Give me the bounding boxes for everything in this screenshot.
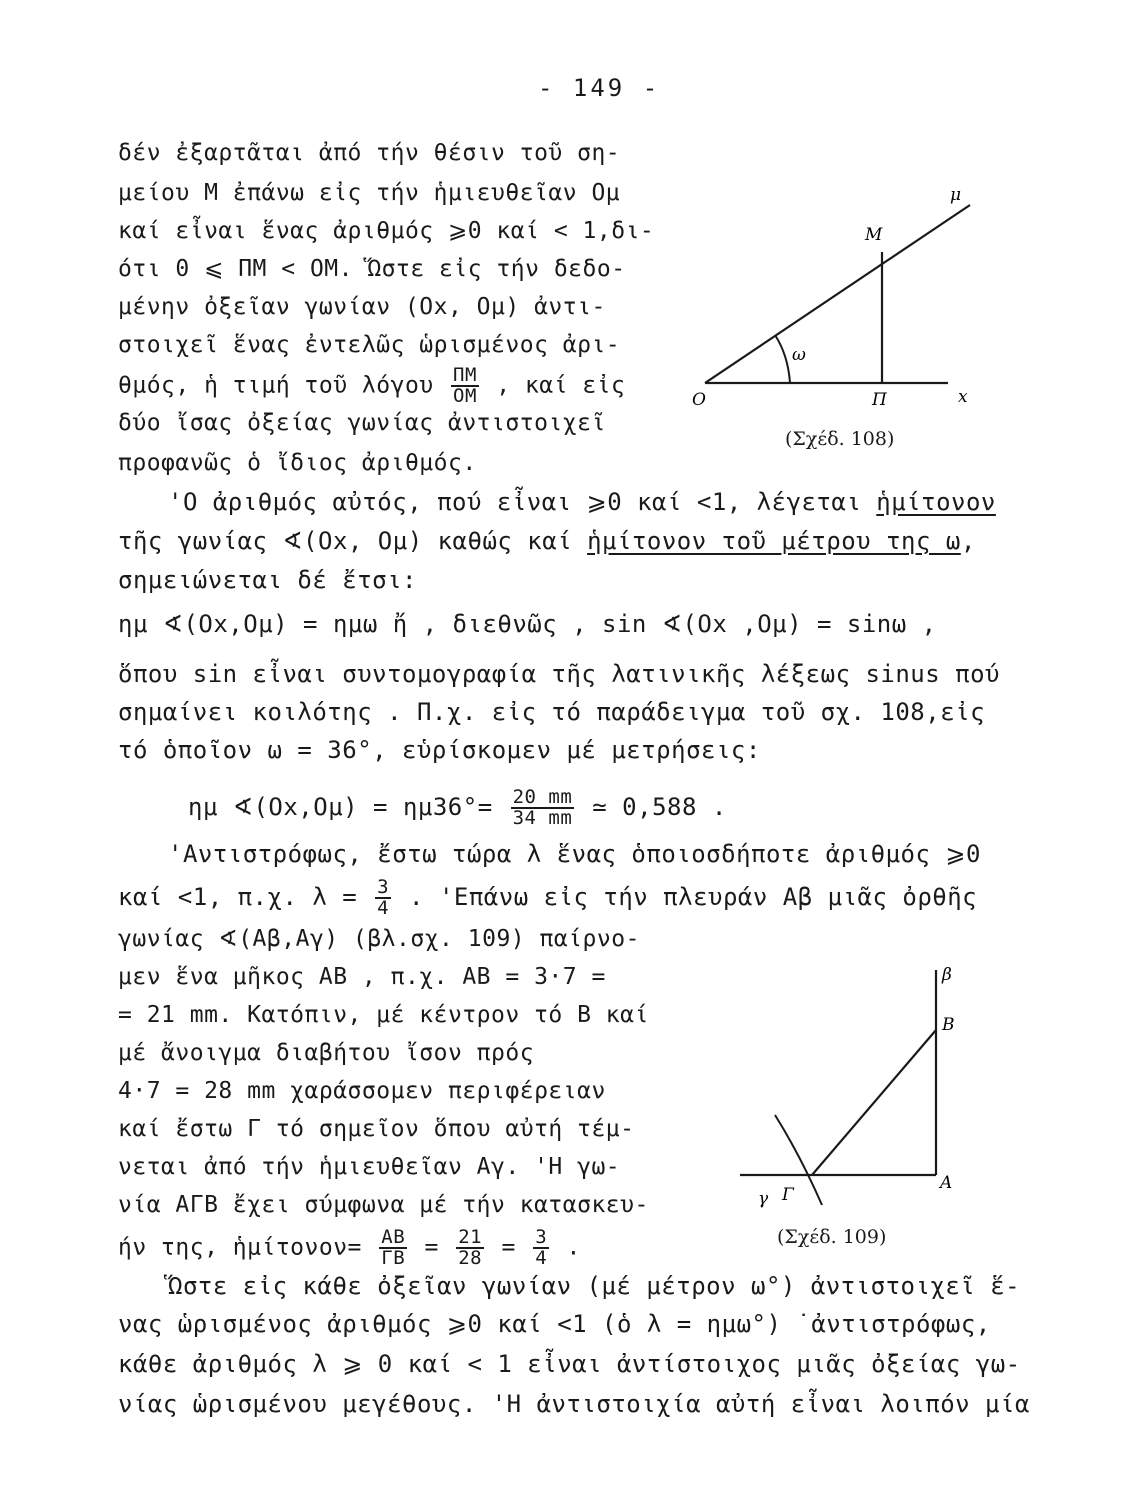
text-line: μεν ἕνα μῆκος ΑΒ , π.χ. ΑΒ = 3·7 =	[118, 964, 606, 990]
text-segment: καί <1, π.χ. λ =	[118, 883, 358, 911]
fraction-numerator: 20 mm	[512, 786, 573, 808]
text-line: Ὥστε εἰς κάθε ὀξεῖαν γωνίαν (μέ μέτρον ω°) ἀντιστοιχεῖ ἕ-	[168, 1272, 1021, 1300]
figure-108	[680, 180, 1000, 420]
text-segment: =	[424, 1234, 439, 1261]
text-line: τό ὁποῖον ω = 36°, εὑρίσκομεν μέ μετρήσεις:	[118, 736, 761, 764]
text-line: δύο ἴσας ὀξείας γωνίας ἀντιστοιχεῖ	[118, 410, 606, 436]
fraction-numerator: ΠΜ	[453, 364, 477, 386]
figure-109	[730, 950, 970, 1230]
text-segment: θμός, ἡ τιμή τοῦ λόγου	[118, 372, 434, 399]
text-segment: ≃ 0,588 .	[592, 793, 727, 821]
text-line: = 21 mm. Κατόπιν, μέ κέντρον τό Β καί	[118, 1002, 649, 1028]
fraction-numerator: 3	[377, 876, 390, 898]
fraction-denominator: ΟΜ	[453, 385, 477, 407]
text-line: νας ὡρισμένος ἀριθμός ⩾0 καί <1 (ὁ λ = ημω°) ˙ἀντιστρόφως,	[118, 1310, 991, 1338]
label-b: Β	[942, 1015, 955, 1035]
fraction-denominator: ΓΒ	[381, 1247, 406, 1269]
text-line: νεται ἀπό τήν ἡμιευθεῖαν Αγ. 'Η γω-	[118, 1154, 621, 1180]
fraction	[451, 366, 479, 406]
label-mu: μ	[950, 185, 962, 205]
fraction-numerator: 21	[458, 1226, 483, 1248]
text-segment: ημ ∢(Οx,Ομ) = ημ36°=	[188, 793, 493, 821]
label-gamma: γ	[758, 1189, 769, 1209]
text-segment: ήν της, ἡμίτονον=	[118, 1234, 362, 1261]
fraction	[456, 1228, 484, 1268]
fraction-numerator: 3	[535, 1226, 548, 1248]
formula-line	[188, 788, 727, 828]
text-line: σημαίνει κοιλότης . Π.χ. εἰς τό παράδειγμα τοῦ σχ. 108,εἰς	[118, 698, 986, 726]
text-segment: =	[501, 1234, 516, 1261]
angle-arc-omega	[775, 335, 790, 383]
segment-gb	[812, 1030, 936, 1175]
text-line: κάθε ἀριθμός λ ⩾ 0 καί < 1 εἶναι ἀντίστοιχος μιᾶς ὀξείας γω-	[118, 1350, 1021, 1378]
text-line: μείου Μ ἐπάνω εἰς τήν ἡμιευθεῖαν Ομ	[118, 180, 621, 206]
text-line: προφανῶς ὁ ἴδιος ἀριθμός.	[118, 450, 477, 476]
fraction-denominator: 34 mm	[512, 807, 573, 829]
text-line: στοιχεῖ ἕνας ἐντελῶς ὡρισμένος ἀρι-	[118, 332, 621, 358]
text-line: ότι 0 ⩽ ΠΜ < ΟΜ. Ὥστε εἰς τήν δεδο-	[118, 256, 626, 282]
text-line	[118, 366, 625, 406]
fraction	[533, 1228, 549, 1268]
label-a: Α	[940, 1173, 953, 1193]
text-segment: ,	[960, 527, 976, 555]
text-segment: , καί εἰς	[496, 372, 626, 399]
text-segment: . 'Επάνω εἰς τήν πλευράν Αβ μιᾶς ὀρθῆς	[409, 883, 978, 911]
text-line: μέ ἄνοιγμα διαβήτου ἴσον πρός	[118, 1040, 535, 1066]
text-line	[168, 488, 996, 516]
figure-108-caption: (Σχέδ. 108)	[785, 428, 895, 450]
text-line: γωνίας ∢(Αβ,Αγ) (βλ.σχ. 109) παίρνο-	[118, 926, 640, 952]
text-line: νία ΑΓΒ ἔχει σύμφωνα μέ τήν κατασκευ-	[118, 1192, 649, 1218]
text-line	[118, 1228, 581, 1268]
text-line: ὅπου sin εἶναι συντομογραφία τῆς λατινικῆς λέξεως sinus πού	[118, 660, 1001, 688]
text-segment: 'Ο ἀριθμός αὐτός, πού εἶναι ⩾0 καί <1, λέγεται	[168, 488, 862, 516]
text-line: δέν ἐξαρτᾶται ἀπό τήν θέσιν τοῦ ση-	[118, 140, 621, 166]
text-line: 4·7 = 28 mm χαράσσομεν περιφέρειαν	[118, 1078, 606, 1104]
label-omega: ω	[792, 345, 806, 365]
underlined-term: ἡμίτονον τοῦ μέτρου της ω	[587, 527, 961, 555]
fraction	[375, 878, 391, 918]
label-pi: Π	[872, 390, 887, 410]
page-number: - 149 -	[538, 74, 661, 102]
text-line: σημειώνεται δέ ἔτσι:	[118, 566, 417, 594]
fraction	[511, 788, 575, 828]
label-x: x	[958, 387, 968, 407]
figure-109-caption: (Σχέδ. 109)	[777, 1226, 887, 1248]
fraction-denominator: 4	[535, 1247, 548, 1269]
text-line: καί εἶναι ἕνας ἀριθμός ⩾0 καί < 1,δι-	[118, 218, 655, 244]
fraction-numerator: ΑΒ	[381, 1226, 406, 1248]
text-line	[118, 527, 976, 555]
label-m: Μ	[865, 225, 883, 245]
fraction-denominator: 28	[458, 1247, 483, 1269]
text-line: καί ἔστω Γ τό σημεῖον ὅπου αὐτή τέμ-	[118, 1116, 635, 1142]
text-segment: τῆς γωνίας ∢(Οx, Ομ) καθώς καί	[118, 527, 573, 555]
fraction	[379, 1228, 407, 1268]
ray-om	[705, 205, 970, 383]
text-line: ημ ∢(Οx,Ομ) = ημω ἤ , διεθνῶς , sin ∢(Οx ,Ομ) = sinω ,	[118, 610, 937, 638]
text-line: μένην ὀξεῖαν γωνίαν (Οx, Ομ) ἀντι-	[118, 294, 606, 320]
label-gamma-point: Γ	[782, 1185, 794, 1205]
text-segment: .	[566, 1234, 581, 1261]
label-beta: β	[942, 965, 952, 985]
label-o: O	[692, 390, 706, 410]
underlined-term: ἡμίτονον	[876, 488, 996, 516]
text-line	[118, 878, 977, 918]
text-line: νίας ὡρισμένου μεγέθους. 'Η ἀντιστοιχία αὐτή εἶναι λοιπόν μία	[118, 1390, 1030, 1418]
text-line: 'Αντιστρόφως, ἔστω τώρα λ ἕνας ὁποιοσδήποτε ἀριθμός ⩾0	[168, 840, 981, 868]
fraction-denominator: 4	[377, 897, 390, 919]
